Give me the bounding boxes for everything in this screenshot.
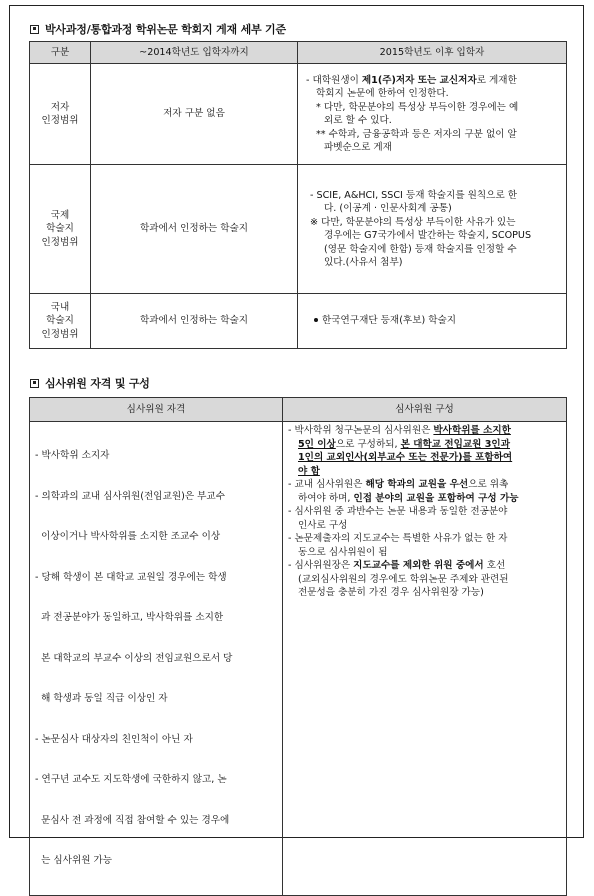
category-international-journals: 국제 학술지 인정범위 bbox=[30, 165, 91, 294]
intl-line-5: (영문 학술지에 한함) 등재 학술지를 인정할 수 bbox=[324, 243, 517, 255]
qual-line-9: - 연구년 교수도 지도학생에 국한하지 않고, 논 bbox=[35, 774, 227, 785]
header-before-2014: ~2014학년도 입학자까지 bbox=[91, 42, 298, 64]
comp-line-13: 전문성을 충분히 가진 경우 심사위원장 가능) bbox=[298, 587, 484, 598]
criteria-table bbox=[29, 41, 567, 349]
row-domestic-journals bbox=[30, 294, 567, 349]
qual-line-4: - 당해 학생이 본 대학교 교원일 경우에는 학생 bbox=[35, 571, 227, 583]
committee-body-row bbox=[30, 422, 567, 896]
qual-line-11: 는 심사위원 가능 bbox=[35, 855, 113, 866]
bullet-icon bbox=[314, 318, 318, 322]
author-line-6: 파벳순으로 게재 bbox=[324, 142, 392, 153]
composition-cell bbox=[283, 422, 567, 896]
intl-line-4: 경우에는 G7국가에서 발간하는 학술지, SCOPUS bbox=[324, 230, 532, 241]
author-line-4: 외로 할 수 있다. bbox=[324, 115, 392, 126]
author-scope-after bbox=[298, 64, 567, 165]
domestic-after bbox=[298, 294, 567, 349]
header-qualification: 심사위원 자격 bbox=[30, 398, 283, 422]
qual-line-6: 본 대학교의 부교수 이상의 전임교원으로서 당 bbox=[35, 652, 233, 664]
row-author-scope bbox=[30, 64, 567, 165]
section2-title bbox=[30, 375, 150, 391]
comp-line-3: 1인의 교외인사(외부교수 또는 전문가)를 포함하여 bbox=[298, 452, 513, 463]
header-after-2015: 2015학년도 이후 입학자 bbox=[298, 42, 567, 64]
section1-title-text: 박사과정/통합과정 학위논문 학회지 게재 세부 기준 bbox=[45, 23, 286, 36]
header-category: 구분 bbox=[30, 42, 91, 64]
comp-line-6: 하여야 하며, 인접 분야의 교원을 포함하여 구성 가능 bbox=[298, 492, 519, 504]
qual-line-10: 문심사 전 과정에 직접 참여할 수 있는 경우에 bbox=[35, 814, 230, 826]
author-line-2: 학회지 논문에 한하여 인정한다. bbox=[316, 88, 449, 99]
section1-title bbox=[30, 21, 286, 37]
category-author-scope: 저자 인정범위 bbox=[30, 64, 91, 165]
committee-header-row bbox=[30, 398, 567, 422]
qual-line-2: - 의학과의 교내 심사위원(전임교원)은 부교수 bbox=[35, 490, 225, 502]
intl-line-3: ※ 다만, 학문분야의 특성상 부득이한 사유가 있는 bbox=[310, 216, 516, 228]
international-after bbox=[298, 165, 567, 294]
domestic-after-text: 한국연구재단 등재(후보) 학술지 bbox=[322, 315, 457, 327]
comp-line-7: - 심사위원 중 과반수는 논문 내용과 동일한 전공분야 bbox=[288, 506, 508, 517]
comp-line-9: - 논문제출자의 지도교수는 특별한 사유가 없는 한 자 bbox=[288, 533, 508, 544]
qualification-cell bbox=[30, 422, 283, 896]
intl-line-1: - SCIE, A&HCI, SSCI 등재 학술지를 원칙으로 한 bbox=[310, 189, 518, 201]
comp-line-11: - 심사위원장은 지도교수를 제외한 위원 중에서 호선 bbox=[288, 560, 506, 571]
square-bullet-icon bbox=[30, 25, 39, 34]
square-bullet-icon bbox=[30, 379, 39, 388]
qual-line-7: 해 학생과 동일 직급 이상인 자 bbox=[35, 693, 168, 704]
category-domestic-journals: 국내 학술지 인정범위 bbox=[30, 294, 91, 349]
header-composition: 심사위원 구성 bbox=[283, 398, 567, 422]
author-line-3: * 다만, 학문분야의 특성상 부득이한 경우에는 예 bbox=[316, 101, 519, 113]
comp-line-8: 인사로 구성 bbox=[298, 519, 348, 531]
section2-title-text: 심사위원 자격 및 구성 bbox=[45, 377, 150, 390]
comp-line-10: 동으로 심사위원이 됨 bbox=[298, 546, 388, 558]
author-scope-before: 저자 구분 없음 bbox=[91, 64, 298, 165]
comp-line-2: 5인 이상으로 구성하되, 본 대학교 전임교원 3인과 bbox=[298, 438, 510, 450]
intl-line-6: 있다.(사유서 첨부) bbox=[324, 257, 403, 268]
author-line-5: ** 수학과, 금융공학과 등은 저자의 구분 없이 알 bbox=[316, 128, 517, 140]
comp-line-1: - 박사학위 청구논문의 심사위원은 박사학위를 소지한 bbox=[288, 425, 511, 436]
intl-line-2: 다. (이공계 · 인문사회계 공통) bbox=[324, 203, 452, 214]
criteria-header-row bbox=[30, 42, 567, 64]
comp-line-5: - 교내 심사위원은 해당 학과의 교원을 우선으로 위촉 bbox=[288, 479, 509, 490]
qual-line-1: - 박사학위 소지자 bbox=[35, 450, 110, 461]
domestic-before: 학과에서 인정하는 학술지 bbox=[91, 294, 298, 349]
qual-line-5: 과 전공분야가 동일하고, 박사학위를 소지한 bbox=[35, 612, 224, 623]
qual-line-3: 이상이거나 박사학위를 소지한 조교수 이상 bbox=[35, 531, 221, 542]
row-international-journals bbox=[30, 165, 567, 294]
comp-line-12: (교외심사위원의 경우에도 학위논문 주제와 관련된 bbox=[298, 573, 509, 585]
committee-table bbox=[29, 397, 567, 896]
comp-line-4: 야 함 bbox=[298, 465, 320, 477]
international-before: 학과에서 인정하는 학술지 bbox=[91, 165, 298, 294]
author-line-1: - 대학원생이 제1(주)저자 또는 교신저자로 게재한 bbox=[306, 74, 517, 86]
qual-line-8: - 논문심사 대상자의 친인척이 아닌 자 bbox=[35, 733, 193, 745]
